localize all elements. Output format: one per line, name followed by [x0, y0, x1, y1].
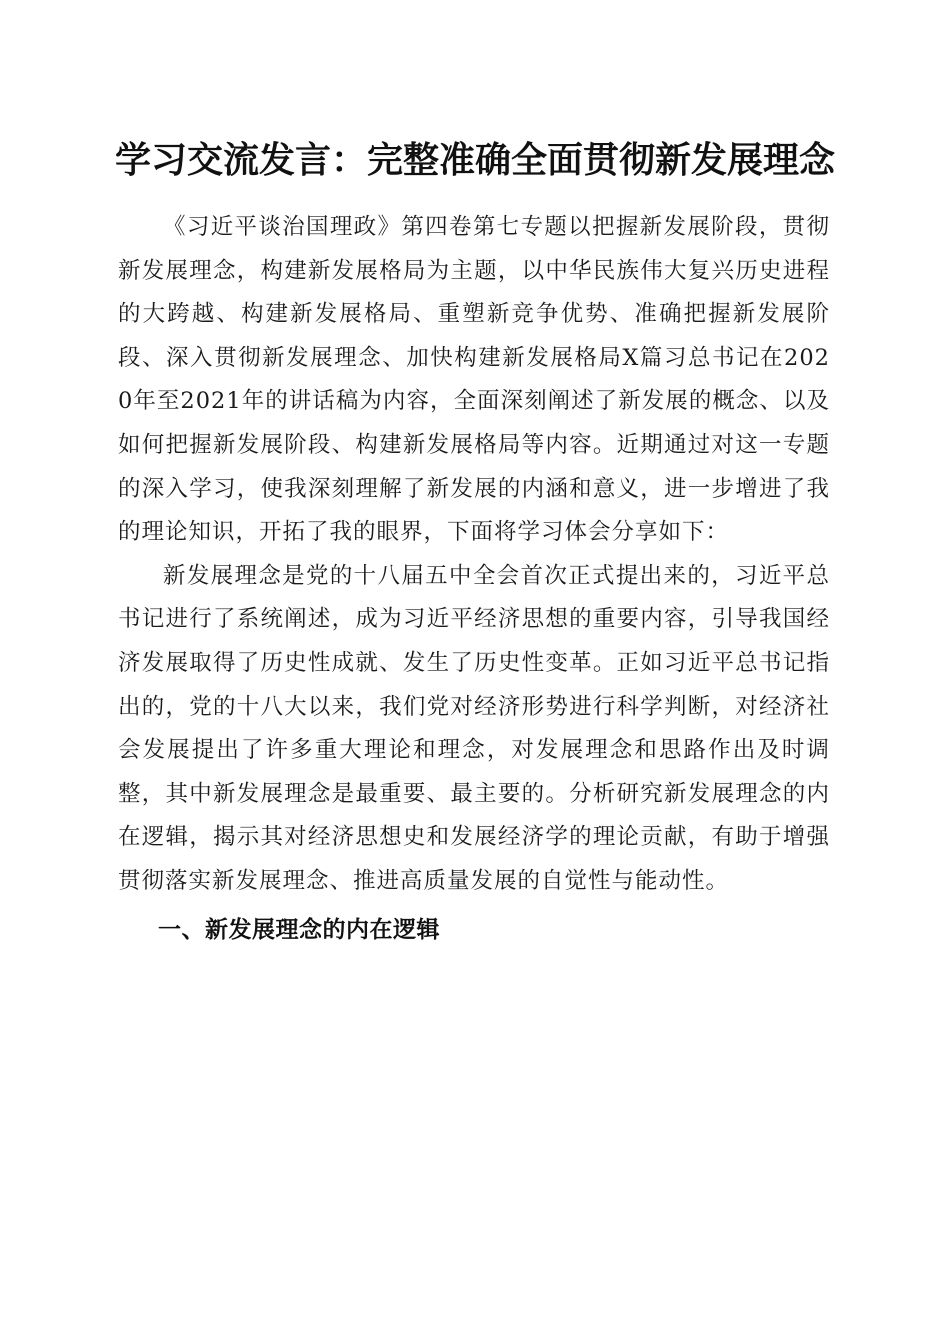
document-body [118, 206, 830, 956]
body-paragraph-2: 新发展理念是党的十八届五中全会首次正式提出来的，习近平总书记进行了系统阐述，成为习近平经济思想的重要内容，引导我国经济发展取得了历史性成就、发生了历史性变革。正如习近平总书记指出的，党的十八大以来，我们党对经济形势进行科学判断，对经济社会发展提出了许多重大理论和理念，对发展理念和思路作出及时调整，其中新发展理念是最重要、最主要的。分析研究新发展理念的内在逻辑，揭示其对经济思想史和发展经济学的理论贡献，有助于增强贯彻落实新发展理念、推进高质量发展的自觉性与能动性。 [118, 562, 830, 894]
section-heading: 一、新发展理念的内在逻辑 [158, 916, 440, 943]
document-title: 学习交流发言：完整准确全面贯彻新发展理念 [114, 139, 835, 181]
body-paragraph-1: 《习近平谈治国理政》第四卷第七专题以把握新发展阶段，贯彻新发展理念，构建新发展格局为主题，以中华民族伟大复兴历史进程的大跨越、构建新发展格局、重塑新竞争优势、准确把握新发展阶段、深入贯彻新发展理念、加快构建新发展格局X篇习总书记在2020年至2021年的讲话稿为内容，全面深刻阐述了新发展的概念、以及如何把握新发展阶段、构建新发展格局等内容。近期通过对这一专题的深入学习，使我深刻理解了新发展的内涵和意义，进一步增进了我的理论知识，开拓了我的眼界，下面将学习体会分享如下： [118, 214, 830, 546]
